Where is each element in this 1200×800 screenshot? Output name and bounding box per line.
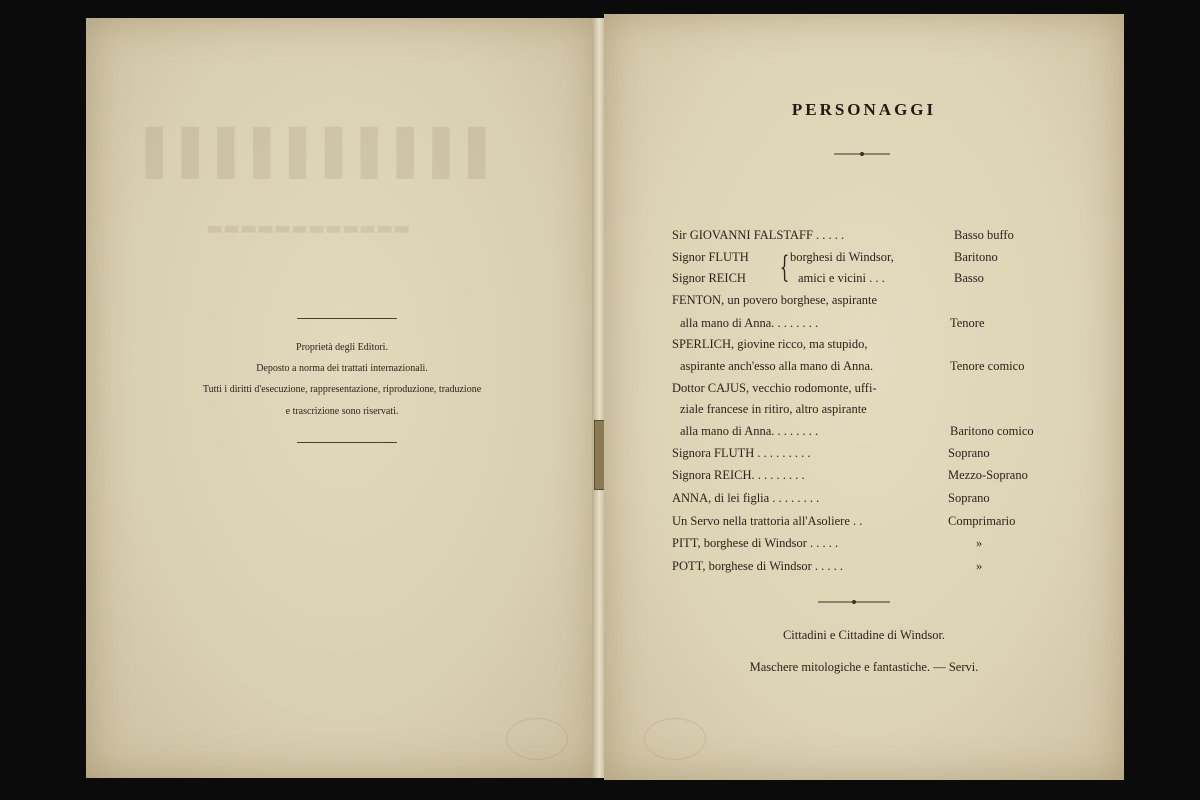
ornament-divider <box>834 150 890 158</box>
copyright-notice-line: Deposto a norma dei trattati internazionali. <box>256 363 428 374</box>
right-page <box>604 14 1124 780</box>
cast-description: borghesi di Windsor, <box>790 250 894 264</box>
cast-name: Signor REICH <box>672 271 746 285</box>
cast-name: PITT, borghese di Windsor . . . . . <box>672 536 839 550</box>
cast-role: » <box>976 536 983 550</box>
cast-name: Dottor CAJUS, vecchio rodomonte, uffi- <box>672 381 877 395</box>
cast-role: Soprano <box>948 446 990 460</box>
cast-role: Comprimario <box>948 514 1016 528</box>
cast-description: alla mano di Anna. . . . . . . . <box>680 316 819 330</box>
cast-role: Basso <box>954 271 984 285</box>
cast-name: Sir GIOVANNI FALSTAFF . . . . . <box>672 228 845 242</box>
cast-name: Signora REICH. . . . . . . . . <box>672 468 805 482</box>
copyright-notice-line: Tutti i diritti d'esecuzione, rappresentazione, riproduzione, traduzione <box>202 384 482 395</box>
cast-role: Basso buffo <box>954 228 1014 242</box>
cast-name: Un Servo nella trattoria all'Asoliere . . <box>672 514 863 528</box>
cast-name: Signora FLUTH . . . . . . . . . <box>672 446 811 460</box>
cast-description: alla mano di Anna. . . . . . . . <box>680 424 819 438</box>
cast-role: Soprano <box>948 491 990 505</box>
left-page <box>86 18 598 778</box>
cast-role: Baritono <box>954 250 998 264</box>
divider <box>297 318 397 319</box>
copyright-notice-line: e trascrizione sono riservati. <box>285 406 399 417</box>
page-title: PERSONAGGI <box>791 100 937 119</box>
brace: { <box>779 250 790 285</box>
cast-name: FENTON, un povero borghese, aspirante <box>672 293 878 307</box>
divider <box>297 442 397 443</box>
cast-role: Mezzo-Soprano <box>948 468 1028 482</box>
extras-line: Cittadini e Cittadine di Windsor. <box>782 628 946 642</box>
cast-role: Baritono comico <box>950 424 1034 438</box>
cast-description: amici e vicini . . . <box>798 271 885 285</box>
cast-description: aspirante anch'esso alla mano di Anna. <box>680 359 874 373</box>
cast-role: Tenore comico <box>950 359 1025 373</box>
cast-role: Tenore <box>950 316 985 330</box>
show-through-text: ▬▬▬▬▬▬▬▬▬▬▬▬ <box>206 218 411 239</box>
cast-name: Signor FLUTH <box>672 250 749 264</box>
copyright-notice-line: Proprietà degli Editori. <box>296 342 388 353</box>
embossed-stamp <box>506 718 568 760</box>
cast-name: SPERLICH, giovine ricco, ma stupido, <box>672 337 868 351</box>
extras-line: Maschere mitologiche e fantastiche. — Servi. <box>749 660 979 674</box>
cast-description: ziale francese in ritiro, altro aspirante <box>680 402 867 416</box>
ornament-divider <box>818 598 890 606</box>
cast-name: ANNA, di lei figlia . . . . . . . . <box>672 491 820 505</box>
embossed-stamp <box>644 718 706 760</box>
cast-name: POTT, borghese di Windsor . . . . . <box>672 559 844 573</box>
show-through-text: ▌▌▌▌▌▌▌▌▌▌ <box>146 128 505 179</box>
cast-role: » <box>976 559 983 573</box>
